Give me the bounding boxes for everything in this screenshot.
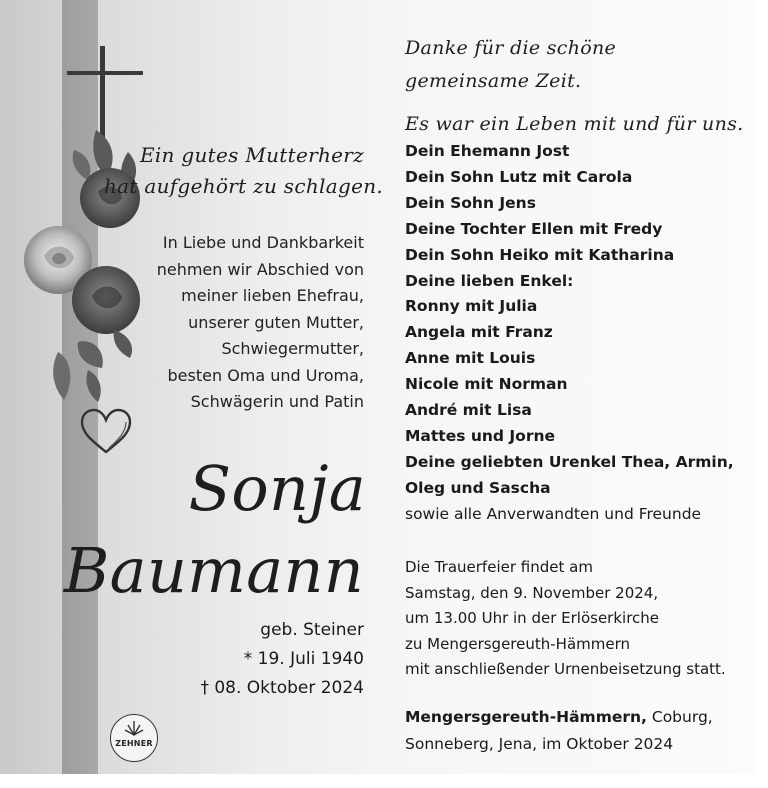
mourner: Nicole mit Norman bbox=[405, 375, 568, 394]
mourner: Dein Sohn Jens bbox=[405, 193, 536, 212]
logo-text: ZEHNER bbox=[115, 739, 153, 748]
service-line: Die Trauerfeier findet am bbox=[405, 558, 593, 576]
farewell-line: unserer guten Mutter, bbox=[188, 312, 364, 332]
mourner: Deine geliebten Urenkel Thea, Armin, bbox=[405, 452, 734, 471]
mourner: Dein Ehemann Jost bbox=[405, 142, 570, 160]
motto-line: Ein gutes Mutterherz bbox=[139, 143, 364, 167]
life-line: Es war ein Leben mit und für uns. bbox=[405, 113, 744, 135]
mourner: André mit Lisa bbox=[405, 401, 532, 420]
farewell-line: meiner lieben Ehefrau, bbox=[181, 286, 364, 305]
mourners-closing: sowie alle Anverwandten und Freunde bbox=[405, 504, 702, 523]
thanks-text bbox=[405, 32, 616, 98]
farewell-line: In Liebe und Dankbarkeit bbox=[162, 233, 364, 252]
farewell-line: Schwägerin und Patin bbox=[190, 392, 364, 411]
funeral-home-logo-icon bbox=[110, 714, 158, 762]
cross-icon-bar bbox=[67, 71, 143, 75]
mourner: Oleg und Sascha bbox=[405, 478, 551, 497]
logo-flame-icon bbox=[111, 717, 157, 741]
service-info bbox=[405, 555, 726, 683]
mourner: Dein Sohn Heiko mit Katharina bbox=[405, 245, 675, 264]
deceased-last-name: Baumann bbox=[63, 534, 364, 607]
mourner: Deine lieben Enkel: bbox=[405, 271, 574, 290]
place-and-date bbox=[405, 704, 713, 758]
deceased-first-name: Sonja bbox=[188, 452, 366, 525]
farewell-line: Schwiegermutter, bbox=[221, 339, 364, 358]
farewell-line: nehmen wir Abschied von bbox=[156, 259, 364, 279]
service-line: um 13.00 Uhr in der Erlöserkirche bbox=[405, 609, 660, 627]
death-date: † 08. Oktober 2024 bbox=[200, 678, 364, 698]
mourner: Dein Sohn Lutz mit Carola bbox=[405, 167, 633, 186]
birth-date: * 19. Juli 1940 bbox=[243, 649, 364, 669]
place-primary: Mengersgereuth-Hämmern, bbox=[405, 708, 647, 726]
farewell-text bbox=[104, 230, 364, 416]
mourner: Deine Tochter Ellen mit Fredy bbox=[405, 219, 663, 238]
service-line: Samstag, den 9. November 2024, bbox=[405, 583, 659, 602]
place-line: Sonneberg, Jena, im Oktober 2024 bbox=[405, 735, 674, 753]
mourner: Anne mit Louis bbox=[405, 349, 536, 368]
service-line: mit anschließender Urnenbeisetzung statt. bbox=[405, 660, 726, 678]
motto-line: hat aufgehört zu schlagen. bbox=[104, 174, 384, 198]
birth-name: geb. Steiner bbox=[260, 620, 364, 640]
mourner: Angela mit Franz bbox=[405, 323, 553, 342]
thanks-line: Danke für die schöne bbox=[405, 37, 617, 59]
place-secondary: Coburg, bbox=[646, 708, 713, 726]
thanks-line: gemeinsame Zeit. bbox=[405, 70, 582, 92]
motto bbox=[104, 140, 384, 202]
service-line: zu Mengersgereuth-Hämmern bbox=[405, 634, 631, 653]
farewell-line: besten Oma und Uroma, bbox=[167, 365, 364, 385]
life-dates bbox=[104, 616, 364, 703]
mourner: Mattes und Jorne bbox=[405, 426, 556, 445]
mourners-list bbox=[405, 139, 734, 528]
mourner: Ronny mit Julia bbox=[405, 297, 538, 316]
